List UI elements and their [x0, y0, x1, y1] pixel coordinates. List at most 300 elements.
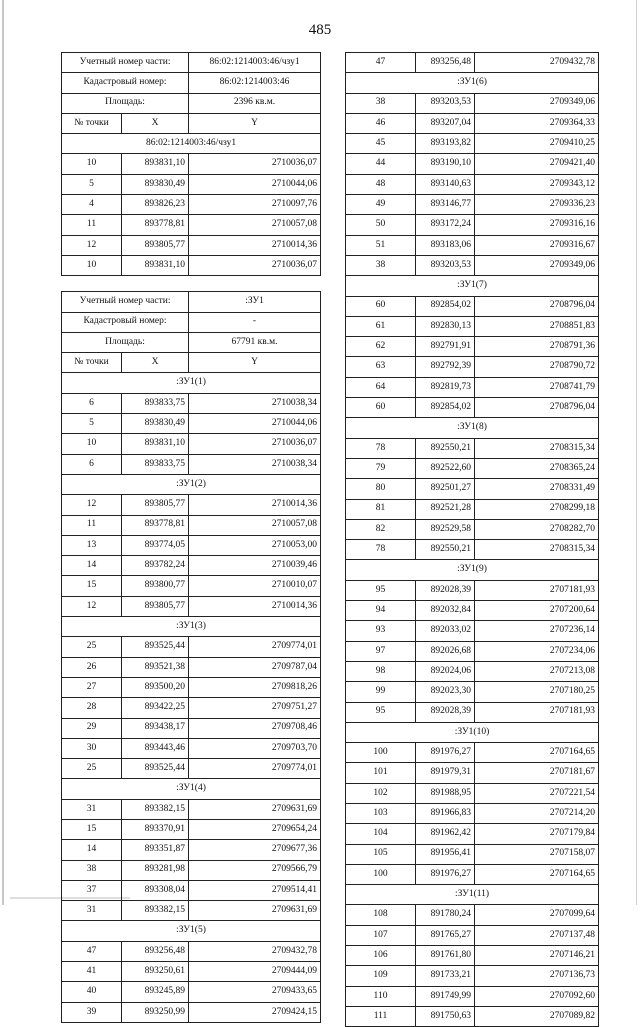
table-row [62, 637, 321, 657]
point-number-cell: 97 [346, 641, 416, 661]
table-row [346, 134, 599, 154]
section-title-row [62, 134, 321, 154]
table-row [62, 515, 321, 535]
y-coordinate-cell: 2707214,20 [475, 803, 599, 823]
section-title-row [346, 73, 599, 93]
x-coordinate-cell: 893525,44 [122, 759, 189, 779]
point-number-cell: 14 [62, 840, 122, 860]
table-row [62, 982, 321, 1002]
y-coordinate-cell: 2708796,04 [475, 398, 599, 418]
y-coordinate-cell: 2710038,34 [189, 454, 321, 474]
point-number-cell: 25 [62, 759, 122, 779]
table-row [62, 1002, 321, 1022]
x-coordinate-cell: 891749,99 [416, 986, 475, 1006]
y-coordinate-cell: 2710044,06 [189, 174, 321, 194]
point-number-cell: 10 [62, 154, 122, 174]
x-coordinate-cell: 891976,27 [416, 743, 475, 763]
x-coordinate-cell: 893778,81 [122, 215, 189, 235]
point-number-cell: 78 [346, 540, 416, 560]
column-header-point: № точки [62, 353, 122, 373]
column-header-y: Y [189, 113, 321, 133]
x-coordinate-cell: 893800,77 [122, 576, 189, 596]
left-coordinates-table [61, 52, 321, 1023]
point-number-cell: 37 [62, 880, 122, 900]
x-coordinate-cell: 893826,23 [122, 195, 189, 215]
x-coordinate-cell: 893183,06 [416, 235, 475, 255]
table-row [62, 393, 321, 413]
y-coordinate-cell: 2707234,06 [475, 641, 599, 661]
y-coordinate-cell: 2710097,76 [189, 195, 321, 215]
table-row [346, 641, 599, 661]
y-coordinate-cell: 2708282,70 [475, 519, 599, 539]
y-coordinate-cell: 2707137,48 [475, 925, 599, 945]
y-coordinate-cell: 2710057,08 [189, 215, 321, 235]
y-coordinate-cell: 2709787,04 [189, 657, 321, 677]
point-number-cell: 78 [346, 438, 416, 458]
point-number-cell: 95 [346, 580, 416, 600]
table-row [62, 901, 321, 921]
y-coordinate-cell: 2709444,09 [189, 962, 321, 982]
point-number-cell: 31 [62, 799, 122, 819]
table-row [346, 925, 599, 945]
section-title: :ЗУ1(3) [62, 617, 321, 637]
x-coordinate-cell: 892521,28 [416, 499, 475, 519]
table-row [62, 215, 321, 235]
table-row [62, 495, 321, 515]
x-coordinate-cell: 892819,73 [416, 377, 475, 397]
table-row [346, 1006, 599, 1026]
table-row [62, 880, 321, 900]
account-number-row [62, 292, 321, 312]
table-row [62, 677, 321, 697]
point-number-cell: 6 [62, 454, 122, 474]
point-number-cell: 45 [346, 134, 416, 154]
table-row [346, 905, 599, 925]
account-number-label: Учетный номер части: [62, 292, 189, 312]
y-coordinate-cell: 2709316,67 [475, 235, 599, 255]
x-coordinate-cell: 893500,20 [122, 677, 189, 697]
table-row [346, 499, 599, 519]
y-coordinate-cell: 2709566,79 [189, 860, 321, 880]
y-coordinate-cell: 2709677,36 [189, 840, 321, 860]
table-row [346, 783, 599, 803]
y-coordinate-cell: 2709433,65 [189, 982, 321, 1002]
table-row [62, 738, 321, 758]
table-row [62, 698, 321, 718]
y-coordinate-cell: 2710010,07 [189, 576, 321, 596]
section-title: :ЗУ1(8) [346, 418, 599, 438]
y-coordinate-cell: 2708315,34 [475, 540, 599, 560]
y-coordinate-cell: 2709774,01 [189, 637, 321, 657]
y-coordinate-cell: 2709708,46 [189, 718, 321, 738]
column-header-x: X [122, 353, 189, 373]
point-number-cell: 51 [346, 235, 416, 255]
section-title: :ЗУ1(9) [346, 560, 599, 580]
table-row [346, 316, 599, 336]
y-coordinate-cell: 2710053,00 [189, 535, 321, 555]
x-coordinate-cell: 893245,89 [122, 982, 189, 1002]
x-coordinate-cell: 893308,04 [122, 880, 189, 900]
x-coordinate-cell: 891979,31 [416, 763, 475, 783]
table-row [346, 438, 599, 458]
point-number-cell: 15 [62, 819, 122, 839]
table-row [346, 763, 599, 783]
table-row [346, 743, 599, 763]
x-coordinate-cell: 893250,99 [122, 1002, 189, 1022]
y-coordinate-cell: 2707200,64 [475, 601, 599, 621]
x-coordinate-cell: 892024,06 [416, 661, 475, 681]
page-number: 485 [308, 22, 332, 38]
scan-edge-left [2, 0, 4, 905]
x-coordinate-cell: 893525,44 [122, 637, 189, 657]
section-title: :ЗУ1(11) [346, 885, 599, 905]
point-number-cell: 13 [62, 535, 122, 555]
y-coordinate-cell: 2709424,15 [189, 1002, 321, 1022]
y-coordinate-cell: 2707213,08 [475, 661, 599, 681]
x-coordinate-cell: 893256,48 [122, 941, 189, 961]
point-number-cell: 49 [346, 195, 416, 215]
point-number-cell: 39 [62, 1002, 122, 1022]
table-row [62, 759, 321, 779]
cadastral-number-value: 86:02:1214003:46 [189, 73, 321, 93]
y-coordinate-cell: 2710057,08 [189, 515, 321, 535]
x-coordinate-cell: 891976,27 [416, 864, 475, 884]
section-title-row [346, 418, 599, 438]
table-row [62, 154, 321, 174]
table-row [62, 576, 321, 596]
cadastral-number-row [62, 73, 321, 93]
x-coordinate-cell: 893830,49 [122, 414, 189, 434]
x-coordinate-cell: 892033,02 [416, 621, 475, 641]
y-coordinate-cell: 2709410,25 [475, 134, 599, 154]
x-coordinate-cell: 892830,13 [416, 316, 475, 336]
area-value: 2396 кв.м. [189, 93, 321, 113]
point-number-cell: 5 [62, 414, 122, 434]
x-coordinate-cell: 892028,39 [416, 580, 475, 600]
y-coordinate-cell: 2707236,14 [475, 621, 599, 641]
section-title: :ЗУ1(4) [62, 779, 321, 799]
y-coordinate-cell: 2707146,21 [475, 946, 599, 966]
point-number-cell: 109 [346, 966, 416, 986]
table-row [346, 93, 599, 113]
y-coordinate-cell: 2708315,34 [475, 438, 599, 458]
table-row [346, 235, 599, 255]
section-title: 86:02:1214003:46/чзу1 [62, 134, 321, 154]
x-coordinate-cell: 893207,04 [416, 113, 475, 133]
y-coordinate-cell: 2708796,04 [475, 296, 599, 316]
x-coordinate-cell: 893521,38 [122, 657, 189, 677]
y-coordinate-cell: 2709654,24 [189, 819, 321, 839]
section-title-row [62, 779, 321, 799]
point-number-cell: 28 [62, 698, 122, 718]
point-number-cell: 80 [346, 479, 416, 499]
point-number-cell: 48 [346, 174, 416, 194]
x-coordinate-cell: 893281,98 [122, 860, 189, 880]
table-row [62, 840, 321, 860]
y-coordinate-cell: 2708299,18 [475, 499, 599, 519]
x-coordinate-cell: 893203,53 [416, 255, 475, 275]
x-coordinate-cell: 892522,60 [416, 458, 475, 478]
x-coordinate-cell: 893782,24 [122, 556, 189, 576]
point-number-cell: 101 [346, 763, 416, 783]
y-coordinate-cell: 2709343,12 [475, 174, 599, 194]
x-coordinate-cell: 893830,49 [122, 174, 189, 194]
y-coordinate-cell: 2707181,67 [475, 763, 599, 783]
y-coordinate-cell: 2708851,83 [475, 316, 599, 336]
point-number-cell: 81 [346, 499, 416, 519]
point-number-cell: 103 [346, 803, 416, 823]
x-coordinate-cell: 892792,39 [416, 357, 475, 377]
section-title-row [346, 885, 599, 905]
y-coordinate-cell: 2707092,60 [475, 986, 599, 1006]
account-number-label: Учетный номер части: [62, 53, 189, 73]
x-coordinate-cell: 893382,15 [122, 901, 189, 921]
y-coordinate-cell: 2707158,07 [475, 844, 599, 864]
x-coordinate-cell: 893190,10 [416, 154, 475, 174]
point-number-cell: 104 [346, 824, 416, 844]
table-row [62, 414, 321, 434]
point-number-cell: 14 [62, 556, 122, 576]
y-coordinate-cell: 2709774,01 [189, 759, 321, 779]
y-coordinate-cell: 2710036,07 [189, 434, 321, 454]
table-row [346, 946, 599, 966]
y-coordinate-cell: 2708331,49 [475, 479, 599, 499]
x-coordinate-cell: 893382,15 [122, 799, 189, 819]
table-row [62, 255, 321, 275]
table-row [346, 601, 599, 621]
y-coordinate-cell: 2708741,79 [475, 377, 599, 397]
point-number-cell: 111 [346, 1006, 416, 1026]
x-coordinate-cell: 893193,82 [416, 134, 475, 154]
y-coordinate-cell: 2708790,72 [475, 357, 599, 377]
x-coordinate-cell: 893146,77 [416, 195, 475, 215]
section-title-row [346, 276, 599, 296]
y-coordinate-cell: 2709364,33 [475, 113, 599, 133]
x-coordinate-cell: 893203,53 [416, 93, 475, 113]
point-number-cell: 106 [346, 946, 416, 966]
point-number-cell: 38 [346, 255, 416, 275]
point-number-cell: 61 [346, 316, 416, 336]
point-number-cell: 40 [62, 982, 122, 1002]
section-title: :ЗУ1(5) [62, 921, 321, 941]
table-row [346, 986, 599, 1006]
y-coordinate-cell: 2707181,93 [475, 702, 599, 722]
table-row [346, 377, 599, 397]
table-row [346, 398, 599, 418]
y-coordinate-cell: 2709432,78 [189, 941, 321, 961]
point-number-cell: 82 [346, 519, 416, 539]
area-row [62, 93, 321, 113]
y-coordinate-cell: 2709316,16 [475, 215, 599, 235]
section-title-row [62, 921, 321, 941]
y-coordinate-cell: 2709703,70 [189, 738, 321, 758]
block-gap-row [62, 276, 321, 292]
table-row [346, 296, 599, 316]
table-row [346, 540, 599, 560]
y-coordinate-cell: 2710014,36 [189, 235, 321, 255]
x-coordinate-cell: 891765,27 [416, 925, 475, 945]
table-row [346, 661, 599, 681]
x-coordinate-cell: 891761,80 [416, 946, 475, 966]
point-number-cell: 62 [346, 337, 416, 357]
section-title: :ЗУ1(6) [346, 73, 599, 93]
account-number-value: :ЗУ1 [189, 292, 321, 312]
column-header-y: Y [189, 353, 321, 373]
point-number-cell: 27 [62, 677, 122, 697]
area-row [62, 332, 321, 352]
x-coordinate-cell: 893774,05 [122, 535, 189, 555]
point-number-cell: 38 [346, 93, 416, 113]
y-coordinate-cell: 2709349,06 [475, 255, 599, 275]
area-value: 67791 кв.м. [189, 332, 321, 352]
area-label: Площадь: [62, 332, 189, 352]
y-coordinate-cell: 2707181,93 [475, 580, 599, 600]
x-coordinate-cell: 892023,30 [416, 682, 475, 702]
y-coordinate-cell: 2707136,73 [475, 966, 599, 986]
section-title-row [62, 373, 321, 393]
table-row [62, 718, 321, 738]
section-title: :ЗУ1(2) [62, 474, 321, 494]
point-number-cell: 6 [62, 393, 122, 413]
x-coordinate-cell: 893256,48 [416, 53, 475, 73]
point-number-cell: 79 [346, 458, 416, 478]
y-coordinate-cell: 2707099,64 [475, 905, 599, 925]
x-coordinate-cell: 892529,58 [416, 519, 475, 539]
x-coordinate-cell: 893370,91 [122, 819, 189, 839]
point-number-cell: 98 [346, 661, 416, 681]
point-number-cell: 47 [346, 53, 416, 73]
table-row [62, 235, 321, 255]
x-coordinate-cell: 891956,41 [416, 844, 475, 864]
section-title-row [62, 474, 321, 494]
point-number-cell: 99 [346, 682, 416, 702]
table-row [346, 479, 599, 499]
point-number-cell: 100 [346, 864, 416, 884]
section-title-row [62, 617, 321, 637]
column-header-x: X [122, 113, 189, 133]
x-coordinate-cell: 893831,10 [122, 434, 189, 454]
point-number-cell: 60 [346, 296, 416, 316]
table-row [346, 966, 599, 986]
x-coordinate-cell: 892032,84 [416, 601, 475, 621]
y-coordinate-cell: 2709349,06 [475, 93, 599, 113]
cadastral-number-label: Кадастровый номер: [62, 73, 189, 93]
table-row [62, 174, 321, 194]
table-row [62, 860, 321, 880]
point-number-cell: 25 [62, 637, 122, 657]
x-coordinate-cell: 893140,63 [416, 174, 475, 194]
section-title: :ЗУ1(10) [346, 722, 599, 742]
x-coordinate-cell: 891988,95 [416, 783, 475, 803]
point-number-cell: 105 [346, 844, 416, 864]
point-number-cell: 50 [346, 215, 416, 235]
x-coordinate-cell: 893831,10 [122, 255, 189, 275]
table-row [62, 434, 321, 454]
x-coordinate-cell: 893250,61 [122, 962, 189, 982]
x-coordinate-cell: 892550,21 [416, 438, 475, 458]
table-row [62, 195, 321, 215]
y-coordinate-cell: 2710014,36 [189, 495, 321, 515]
point-number-cell: 11 [62, 515, 122, 535]
y-coordinate-cell: 2709818,26 [189, 677, 321, 697]
x-coordinate-cell: 891962,42 [416, 824, 475, 844]
x-coordinate-cell: 893831,10 [122, 154, 189, 174]
table-row [62, 799, 321, 819]
y-coordinate-cell: 2707179,84 [475, 824, 599, 844]
table-row [346, 53, 599, 73]
table-row [346, 621, 599, 641]
table-row [346, 864, 599, 884]
point-number-cell: 41 [62, 962, 122, 982]
section-title-row [346, 722, 599, 742]
y-coordinate-cell: 2709421,40 [475, 154, 599, 174]
point-number-cell: 110 [346, 986, 416, 1006]
y-coordinate-cell: 2710036,07 [189, 154, 321, 174]
column-header-row [62, 353, 321, 373]
x-coordinate-cell: 891733,21 [416, 966, 475, 986]
x-coordinate-cell: 892550,21 [416, 540, 475, 560]
table-row [346, 255, 599, 275]
y-coordinate-cell: 2707180,25 [475, 682, 599, 702]
point-number-cell: 5 [62, 174, 122, 194]
y-coordinate-cell: 2710036,07 [189, 255, 321, 275]
point-number-cell: 38 [62, 860, 122, 880]
section-title: :ЗУ1(7) [346, 276, 599, 296]
table-row [346, 682, 599, 702]
x-coordinate-cell: 892026,68 [416, 641, 475, 661]
x-coordinate-cell: 892501,27 [416, 479, 475, 499]
table-row [346, 803, 599, 823]
section-title: :ЗУ1(1) [62, 373, 321, 393]
column-header-row [62, 113, 321, 133]
y-coordinate-cell: 2709631,69 [189, 901, 321, 921]
y-coordinate-cell: 2709432,78 [475, 53, 599, 73]
point-number-cell: 47 [62, 941, 122, 961]
point-number-cell: 11 [62, 215, 122, 235]
point-number-cell: 63 [346, 357, 416, 377]
point-number-cell: 31 [62, 901, 122, 921]
section-title-row [346, 560, 599, 580]
y-coordinate-cell: 2707221,54 [475, 783, 599, 803]
x-coordinate-cell: 893443,46 [122, 738, 189, 758]
point-number-cell: 26 [62, 657, 122, 677]
table-row [346, 215, 599, 235]
column-header-point: № точки [62, 113, 122, 133]
point-number-cell: 29 [62, 718, 122, 738]
point-number-cell: 64 [346, 377, 416, 397]
point-number-cell: 94 [346, 601, 416, 621]
cadastral-number-label: Кадастровый номер: [62, 312, 189, 332]
x-coordinate-cell: 892854,02 [416, 296, 475, 316]
x-coordinate-cell: 892791,91 [416, 337, 475, 357]
x-coordinate-cell: 893805,77 [122, 495, 189, 515]
table-row [62, 596, 321, 616]
table-row [62, 962, 321, 982]
table-row [346, 174, 599, 194]
x-coordinate-cell: 891780,24 [416, 905, 475, 925]
x-coordinate-cell: 892854,02 [416, 398, 475, 418]
x-coordinate-cell: 893805,77 [122, 235, 189, 255]
y-coordinate-cell: 2710039,46 [189, 556, 321, 576]
area-label: Площадь: [62, 93, 189, 113]
y-coordinate-cell: 2710044,06 [189, 414, 321, 434]
y-coordinate-cell: 2710038,34 [189, 393, 321, 413]
point-number-cell: 12 [62, 235, 122, 255]
y-coordinate-cell: 2707164,65 [475, 864, 599, 884]
point-number-cell: 4 [62, 195, 122, 215]
y-coordinate-cell: 2707164,65 [475, 743, 599, 763]
table-row [62, 657, 321, 677]
